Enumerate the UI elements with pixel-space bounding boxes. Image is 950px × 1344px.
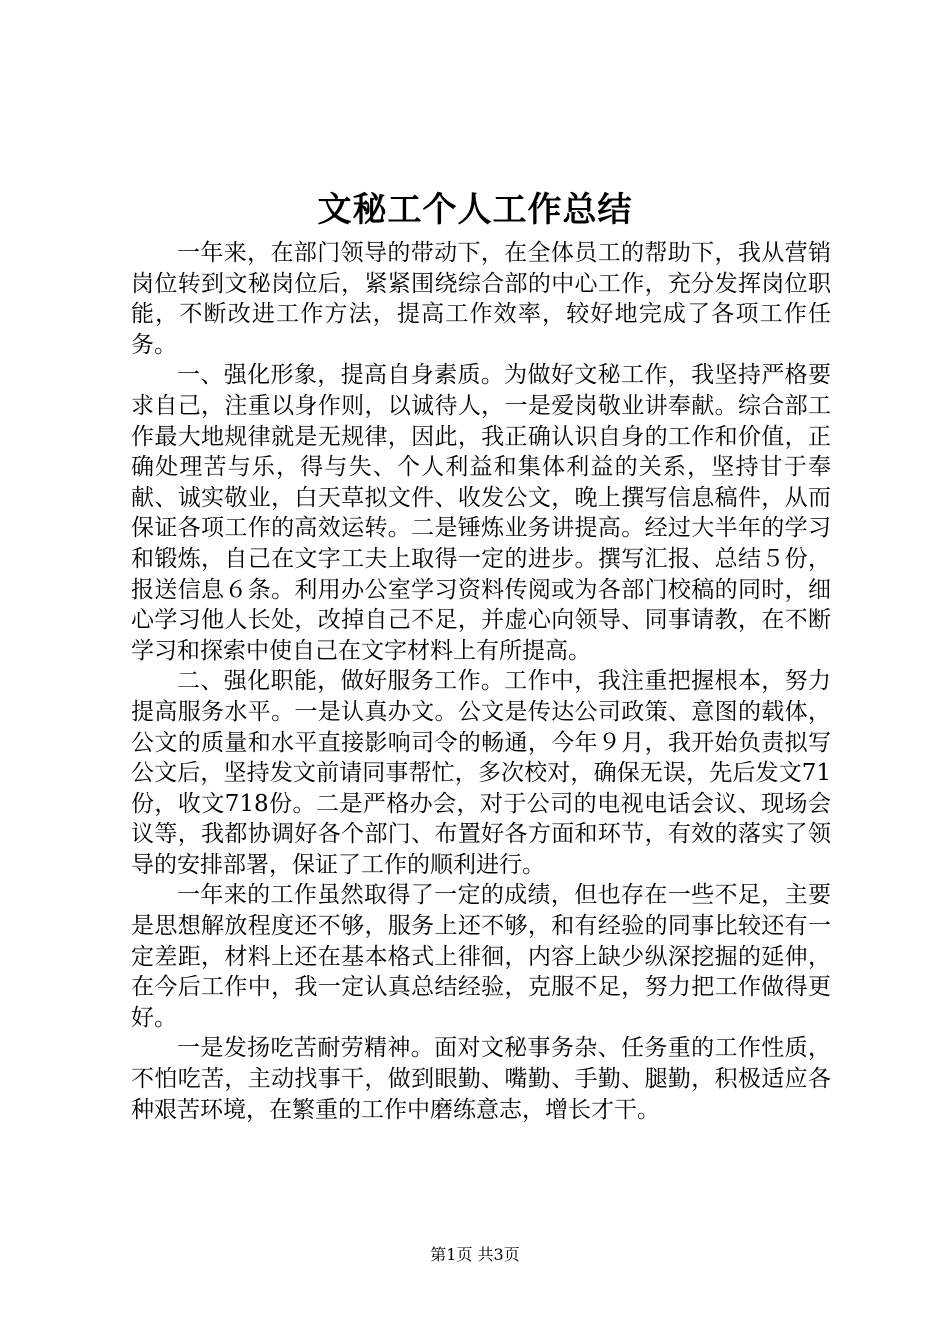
document-body <box>131 238 831 1125</box>
paragraph-plan-1: 一是发扬吃苦耐劳精神。面对文秘事务杂、任务重的工作性质，不怕吃苦，主动找事干，做到眼勤、嘴勤、手勤、腿勤，积极适应各种艰苦环境，在繁重的工作中磨练意志，增长才干。 <box>131 1035 831 1123</box>
paragraph-section-1: 一、强化形象，提高自身素质。为做好文秘工作，我坚持严格要求自己，注重以身作则，以诚待人，一是爱岗敬业讲奉献。综合部工作最大地规律就是无规律，因此，我正确认识自身的工作和价值，正确处理苦与乐，得与失、个人利益和集体利益的关系，坚持甘于奉献、诚实敬业，白天草拟文件、收发公文，晚上撰写信息稿件，从而保证各项工作的高效运转。二是锤炼业务讲提高。经过大半年的学习和锻炼，自己在文字工夫上取得一定的进步。撰写汇报、总结５份，报送信息６条。利用办公室学习资料传阅或为各部门校稿的同时，细心学习他人长处，改掉自己不足，并虚心向领导、同事请教，在不断学习和探索中使自己在文字材料上有所提高。 <box>131 362 831 664</box>
document-title: 文秘工个人工作总结 <box>317 190 633 230</box>
page-footer: 第1页 共3页 <box>430 1245 520 1264</box>
paragraph-intro: 一年来，在部门领导的带动下，在全体员工的帮助下，我从营销岗位转到文秘岗位后，紧紧围绕综合部的中心工作，充分发挥岗位职能，不断改进工作方法，提高工作效率，较好地完成了各项工作任务。 <box>131 240 831 358</box>
paragraph-section-2: 二、强化职能，做好服务工作。工作中，我注重把握根本，努力提高服务水平。一是认真办文。公文是传达公司政策、意图的载体，公文的质量和水平直接影响司令的畅通，今年９月，我开始负责拟写公文后，坚持发文前请同事帮忙，多次校对，确保无误，先后发文71份，收文718份。二是严格办会，对于公司的电视电话会议、现场会议等，我都协调好各个部门、布置好各方面和环节，有效的落实了领导的安排部署，保证了工作的顺利进行。 <box>131 668 831 878</box>
paragraph-shortcomings: 一年来的工作虽然取得了一定的成绩，但也存在一些不足，主要是思想解放程度还不够，服务上还不够，和有经验的同事比较还有一定差距，材料上还在基本格式上徘徊，内容上缺少纵深挖掘的延伸，在今后工作中，我一定认真总结经验，克服不足，努力把工作做得更好。 <box>131 882 831 1031</box>
